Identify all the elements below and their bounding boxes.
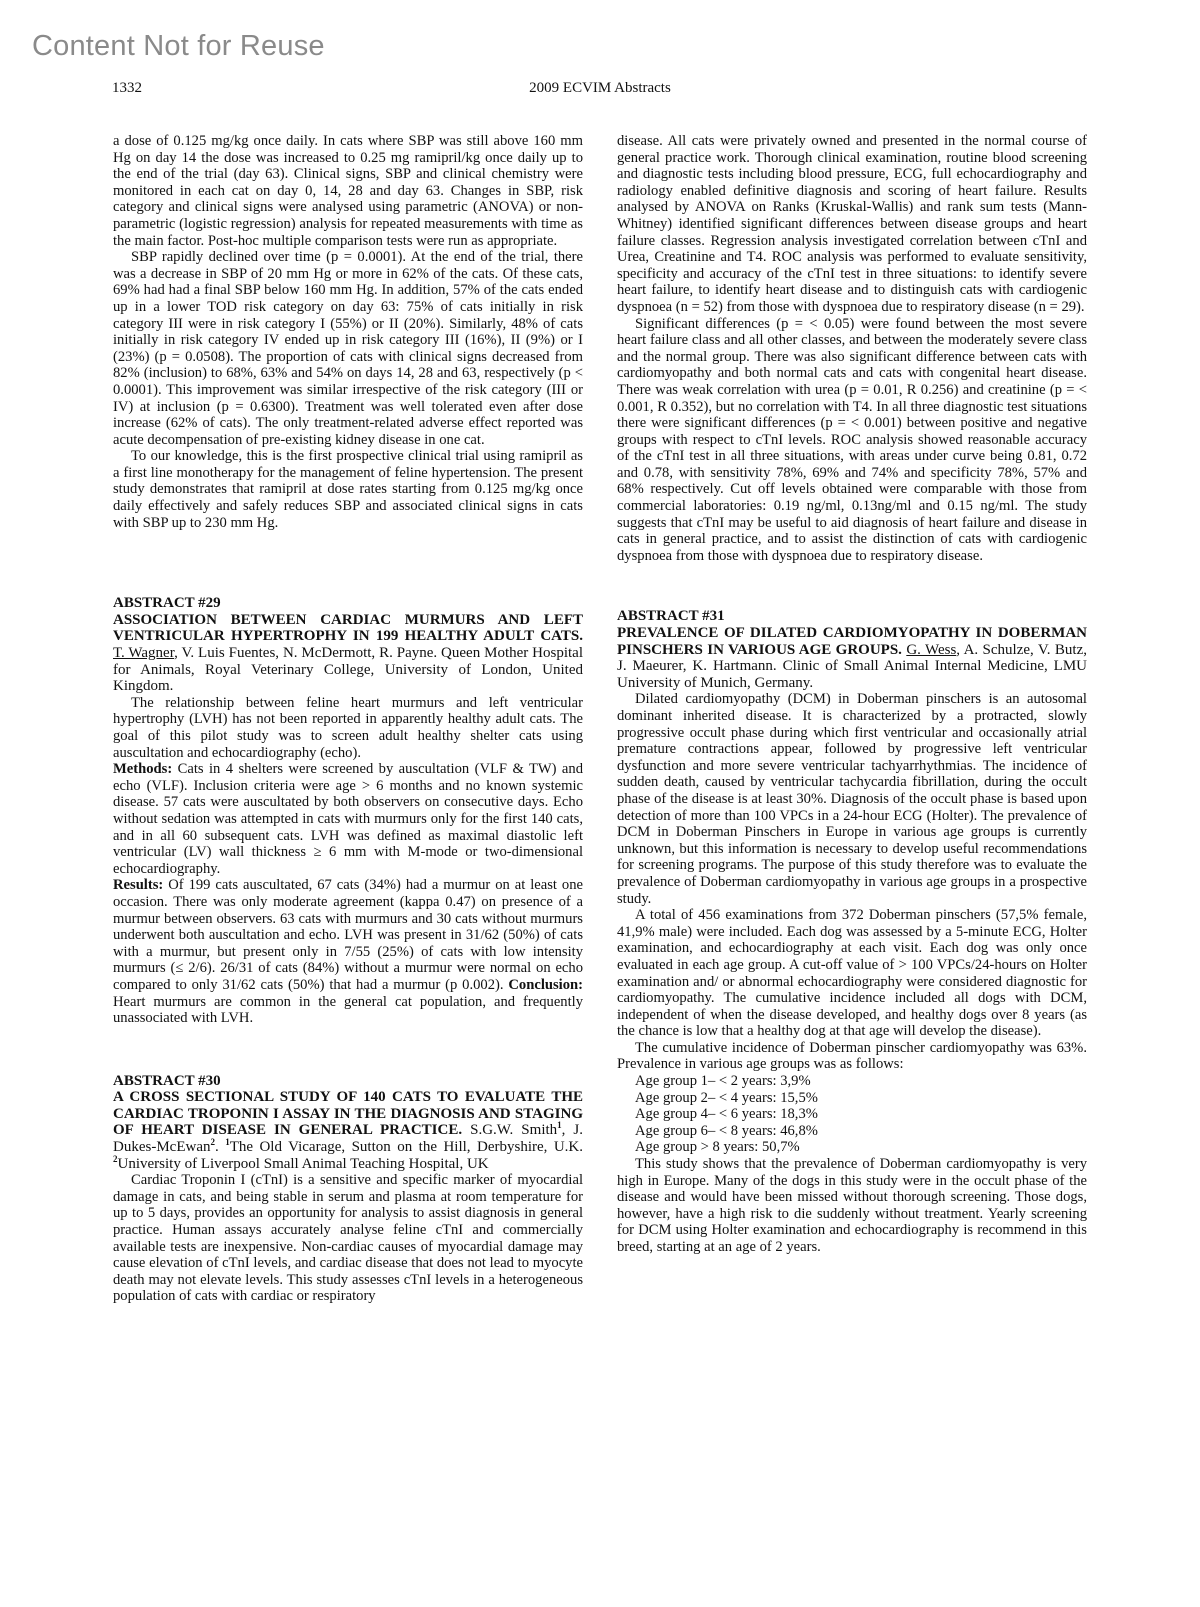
paragraph: a dose of 0.125 mg/kg once daily. In cats where SBP was still above 160 mm Hg on day 14 the dose was increased to 0.25 mg ramipril/kg once daily up to the end of the trial (day 63). Clinical signs, SBP and clinical chemistry were monitored in each cat on day 0, 14, 28 and day 63. Changes in SBP, risk category and clinical signs were analysed using parametric (ANOVA) or non-parametric (logistic regression) analysis for repeated measurements with time as the main factor. Post-hoc multiple comparison tests were run as appropriate. xyxy=(113,133,583,249)
presenting-author: G. Wess xyxy=(906,641,957,658)
affiliation: Queen Mother Hospital for Animals, Royal Veterinary College, University of London, United Kingdom. xyxy=(113,645,583,695)
paragraph: Significant differences (p = < 0.05) were found between the most severe heart failure class and all other classes, and between the moderately severe class and the normal group. There was also significant difference between cats with cardiomyopathy and both normal cats and cats with congenital heart disease. There was weak correlation with urea (p = 0.01, R 0.256) and creatinine (p = < 0.001, R 0.352), but no correlation with T4. In all three diagnostic test situations there were significant differences (p = < 0.001) between positive and negative groups with respect to cTnI levels. ROC analysis showed reasonable accuracy of the cTnI test in all three situations, with areas under curve being 0.81, 0.72 and 0.78, with sensitivity 78%, 69% and 74% and specificity 78%, 57% and 68% respectively. Cut off levels obtained were comparable with those from commercial laboratories: 0.19 ng/ml, 0.13ng/ml and 0.15 ng/ml. The study suggests that cTnI may be useful to aid diagnosis of heart failure and disease in cats in general practice, and to assist the distinction of cats with cardiogenic dyspnoea from those with dyspnoea due to respiratory disease. xyxy=(617,315,1087,564)
abstract-heading xyxy=(113,1089,583,1172)
abstract-title: A CROSS SECTIONAL STUDY OF 140 CATS TO EVALUATE THE CARDIAC TROPONIN I ASSAY IN THE DIAGNOSIS AND STAGING OF HEART DISEASE IN GENERAL PRACTICE. xyxy=(113,1089,583,1139)
section-label: Conclusion: xyxy=(508,976,583,993)
list-item: Age group > 8 years: 50,7% xyxy=(635,1139,800,1156)
paragraph: Dilated cardiomyopathy (DCM) in Doberman pinschers is an autosomal dominant inherited disease. It is characterized by a protracted, slowly progressive occult phase during which first ventricular and occasionally atrial premature contractions appear, followed by progressive left ventricular dysfunction and more severe ventricular tachyarrhythmias. The incidence of sudden death, caused by ventricular tachycardia fibrillation, during the occult phase of the disease is at least 30%. Diagnosis of the occult phase is based upon detection of more than 100 VPCs in a 24-hour ECG (Holter). The prevalence of DCM in Doberman Pinschers in Europe in various age groups is currently unknown, but this information is necessary to develop useful recommendations for screening programs. The purpose of this study therefore was to evaluate the prevalence of Doberman cardiomyopathy in various age groups in a prospective study. xyxy=(617,691,1087,907)
abstract-heading xyxy=(617,625,1087,691)
paragraph xyxy=(113,877,583,1026)
paragraph: The cumulative incidence of Doberman pinscher cardiomyopathy was 63%. Prevalence in various age groups was as follows: xyxy=(617,1039,1087,1073)
list-item: Age group 6– < 8 years: 46,8% xyxy=(635,1122,818,1139)
paragraph: To our knowledge, this is the first prospective clinical trial using ramipril as a first line monotherapy for the management of feline hypertension. The present study demonstrates that ramipril at dose rates starting from 0.125 mg/kg once daily effectively and safely reduces SBP and associated clinical signs in cats with SBP up to 230 mm Hg. xyxy=(113,448,583,531)
page-number: 1332 xyxy=(112,80,142,96)
paragraph: Cardiac Troponin I (cTnI) is a sensitive and specific marker of myocardial damage in cats, and being stable in serum and plasma at room temperature for up to 5 days, provides an opportunity for analysis to assist diagnosis in general practice. Human assays accurately analyse feline cTnI and commercially available tests are inexpensive. Non-cardiac causes of myocardial damage may cause elevation of cTnI levels, and cardiac disease that does not lead to myocyte death may not elevate levels. This study assesses cTnI levels in a heterogeneous population of cats with cardiac or respiratory xyxy=(113,1172,583,1305)
presenting-author: T. Wagner xyxy=(113,645,175,662)
list-item: Age group 1– < 2 years: 3,9% xyxy=(635,1073,811,1090)
left-column xyxy=(113,133,583,1305)
affiliation: The Old Vicarage, Sutton on the Hill, Derbyshire, U.K. xyxy=(229,1139,584,1156)
abstract-31 xyxy=(617,608,1087,1255)
list-item: Age group 4– < 6 years: 18,3% xyxy=(635,1106,818,1123)
list-item: Age group 2– < 4 years: 15,5% xyxy=(635,1089,818,1106)
paragraph: disease. All cats were privately owned and presented in the normal course of general practice work. Thorough clinical examination, routine blood screening and diagnostic tests including blood pressure, ECG, full echocardiography and radiology enabled definitive diagnosis and scoring of heart failure. Results analysed by ANOVA on Ranks (Kruskal-Wallis) and rank sum tests (Mann-Whitney) identified significant differences between disease groups and heart failure classes. Regression analysis investigated correlation between cTnI and Urea, Creatinine and T4. ROC analysis was performed to evaluate sensitivity, specificity and accuracy of the cTnI test in three situations: to identify severe heart failure, to identify heart disease and to distinguish cats with cardiogenic dyspnoea (n = 52) from those with dyspnoea due to respiratory disease (n = 29). xyxy=(617,133,1087,315)
abstract-number: ABSTRACT #31 xyxy=(617,608,725,625)
section-label: Methods: xyxy=(113,761,173,778)
paragraph: This study shows that the prevalence of Doberman cardiomyopathy is very high in Europe. Many of the dogs in this study were in the occult phase of the disease and would have been missed without thorough screening. Those dogs, however, have a high risk to die suddenly without treatment. Yearly screening for DCM using Holter examination and echocardiography is recommend in this breed, starting at an age of 2 years. xyxy=(617,1156,1087,1255)
superscript: 1 xyxy=(557,1120,562,1131)
affiliation: Clinic of Small Animal Internal Medicine, LMU University of Munich, Germany. xyxy=(617,658,1087,691)
abstract-title: ASSOCIATION BETWEEN CARDIAC MURMURS AND LEFT VENTRICULAR HYPERTROPHY IN 199 HEALTHY ADULT CATS. xyxy=(113,611,583,645)
abstract-heading xyxy=(113,612,583,695)
section-label: Results: xyxy=(113,877,164,894)
paragraph xyxy=(113,761,583,877)
abstract-30 xyxy=(113,1073,583,1305)
authors: , J. Dukes-McEwan xyxy=(113,1122,583,1156)
authors: S.G.W. Smith xyxy=(462,1122,558,1139)
superscript: 1 xyxy=(225,1137,230,1148)
section-text: Cats in 4 shelters were screened by auscultation (VLF & TW) and echo (VLF). Inclusion criteria were age > 6 months and no known systemic disease. 57 cats were auscultated by both observers on consecutive days. Echo without sedation was attempted in cats with murmurs only for the first 140 cats, and in all 60 subsequent cats. LVH was defined as maximal diastolic left ventricular (LV) wall thickness ≥ 6 mm with M-mode or two-dimensional echocardiography. xyxy=(113,761,583,877)
paragraph: A total of 456 examinations from 372 Doberman pinschers (57,5% female, 41,9% male) were included. Each dog was assessed by a 5-minute ECG, Holter examination, and echocardiography at each visit. Each dog was only once evaluated in each age group. A cut-off value of > 100 VPCs/24-hours on Holter examination and/ or abnormal echocardiography were considered diagnostic for cardiomyopathy. The cumulative incidence included all dogs with DCM, independent of when the disease developed, and healthy dogs over 8 years (as the chance is low that a healthy dog at that age will develop the disease). xyxy=(617,907,1087,1040)
superscript: 2 xyxy=(210,1137,215,1148)
age-group-list xyxy=(617,1073,1087,1156)
superscript: 2 xyxy=(113,1153,118,1164)
abstract-number: ABSTRACT #30 xyxy=(113,1072,221,1089)
right-column xyxy=(617,133,1087,1256)
abstract-29 xyxy=(113,595,583,1026)
abstract-title: PREVALENCE OF DILATED CARDIOMYOPATHY IN DOBERMAN PINSCHERS IN VARIOUS AGE GROUPS. xyxy=(617,625,1087,658)
running-title: 2009 ECVIM Abstracts xyxy=(529,80,671,96)
section-text: Heart murmurs are common in the general cat population, and frequently unassociated with LVH. xyxy=(113,993,583,1027)
affiliation: . xyxy=(214,1139,226,1156)
paragraph: The relationship between feline heart murmurs and left ventricular hypertrophy (LVH) has not been reported in apparently healthy adult cats. The goal of this pilot study was to screen adult healthy shelter cats using auscultation and echocardiography (echo). xyxy=(113,694,583,761)
affiliation: University of Liverpool Small Animal Teaching Hospital, UK xyxy=(117,1155,489,1172)
paragraph: SBP rapidly declined over time (p = 0.0001). At the end of the trial, there was a decrease in SBP of 20 mm Hg or more in 62% of the cats. Of these cats, 69% had had a final SBP below 160 mm Hg. In addition, 57% of the cats ended up in a lower TOD risk category on day 63: 75% of cats initially in risk category III were in risk category I (55%) or II (20%). Similarly, 48% of cats initially in risk category IV ended up in risk category III (16%), II (9%) or I (23%) (p = 0.0508). The proportion of cats with clinical signs decreased from 82% (inclusion) to 68%, 63% and 54% on days 14, 28 and 63, respectively (p < 0.0001). This improvement was similar irrespective of the risk category (III or IV) at inclusion (p = 0.6300). Treatment was well tolerated even after dose increase (62% of cats). The only treatment-related adverse effect reported was acute decompensation of pre-existing kidney disease in one cat. xyxy=(113,249,583,448)
authors: , V. Luis Fuentes, N. McDermott, R. Payne. xyxy=(174,645,438,662)
authors: , A. Schulze, V. Butz, J. Maeurer, K. Hartmann. xyxy=(617,641,1087,675)
abstract-number: ABSTRACT #29 xyxy=(113,595,221,612)
watermark: Content Not for Reuse xyxy=(32,30,325,62)
section-text: Of 199 cats auscultated, 67 cats (34%) had a murmur on at least one occasion. There was only moderate agreement (kappa 0.47) on presence of a murmur between observers. 63 cats with murmurs and 30 cats without murmurs underwent both auscultation and echo. LVH was present in 31/62 (50%) of cats with a murmur, but present only in 7/55 (25%) of cats with low intensity murmurs (≤ 2/6). 26/31 of cats (84%) without a murmur were normal on echo compared to only 31/62 cats (50%) that had a murmur (p 0.002). xyxy=(113,877,583,993)
